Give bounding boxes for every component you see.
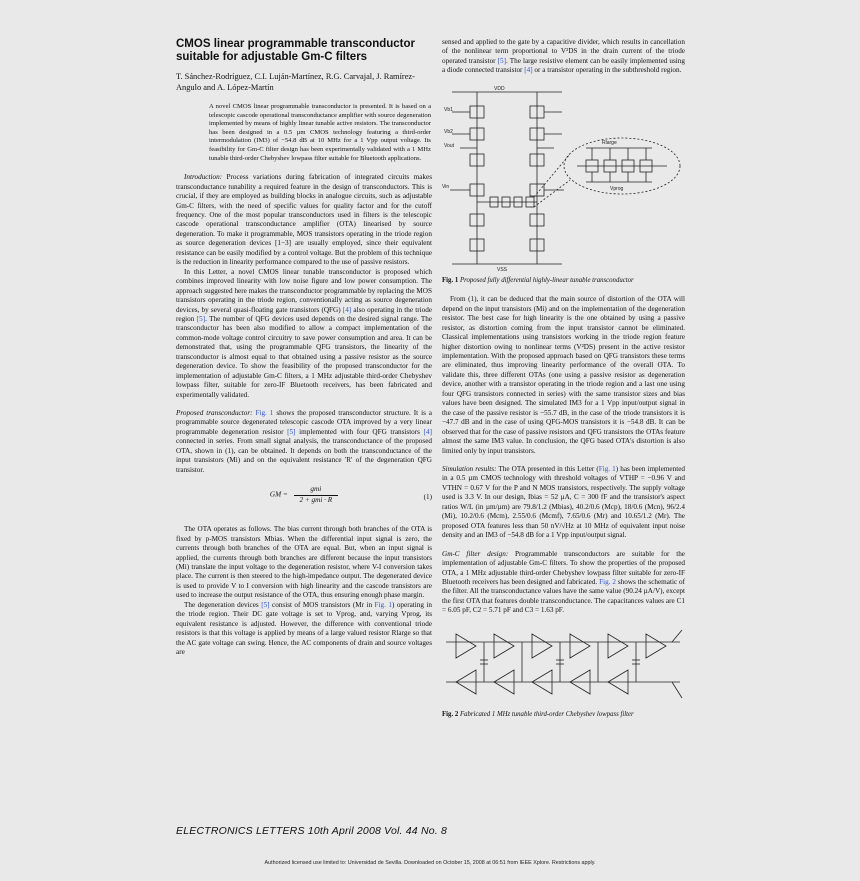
intro-paragraph-1 xyxy=(176,173,432,268)
paper-authors: T. Sánchez-Rodríguez, C.I. Luján-Martínez, R.G. Carvajal, J. Ramírez-Angulo and A. López-Martín xyxy=(176,72,415,92)
fig2-link[interactable]: Fig. 2 xyxy=(599,577,616,586)
gmc-paragraph xyxy=(442,550,685,616)
figure-2-schematic xyxy=(442,622,685,706)
simulation-paragraph xyxy=(442,465,685,541)
proposed-text-3c: ) operating in the triode region. Their DC gate voltage is set to Vprog, and, varying Vprog, its equivalent resistance is adjusted. However, the difference with conventional triode resistors is that this voltage is applied by means of a large valued resistor Rlarge so that the AC gate voltage can swing. Hence, the AC components of drain and source voltages are xyxy=(176,600,433,657)
right-column xyxy=(442,38,685,729)
figure-1-label: Fig. 1 xyxy=(442,276,459,284)
figure-2-caption xyxy=(442,710,685,719)
proposed-text-3a: The degeneration devices xyxy=(184,600,262,609)
license-notice: Authorized licensed use limited to: Universidad de Sevilla. Downloaded on October 15, 2008 at 06:51 from IEEE Xplore. Restrictions apply. xyxy=(264,860,596,866)
intro-paragraph-2 xyxy=(176,268,432,400)
simulation-text-b: ) has been implemented in a 0.5 µm CMOS technology with threshold voltages of VTHP = −0.96 V and VTHN = 0.67 V for the P and N MOS transistors, respectively. The supply voltage used is 3.3 V. In our design, Ibias = 52 µA, C = 300 fF and the transistor's aspect ratios W/L (in µm/µm) are 79.8/1.2 (Mbias), 40.2/0.6 (Mcp), 18/0.6 (Mcn), 96/2.4 (Mi), 10.2/0.6 (Mcm), 2.55/0.6 (Mcmf), 7.65/0.6 (Mr) and 10.65/1.2 (Mr). The proposed OTA features less than 50 nV/√Hz at 10 MHz of equivalent input noise density and an IM3 of −54.8 dB for a 1 Vpp input/output signal. xyxy=(442,464,685,540)
equation-denominator: 2 + gmi · R xyxy=(299,495,333,504)
equation-number: (1) xyxy=(423,493,432,502)
ref-4-link[interactable]: [4] xyxy=(524,66,533,75)
intro-text-2b: also operating in the triode region xyxy=(176,305,432,323)
fig1-rlarge-label: Rlarge xyxy=(602,139,617,146)
intro-heading: Introduction: xyxy=(184,173,223,182)
gmc-text-a: Programmable transconductors are suitable for the implementation of adjustable Gm-C filters. To show the properties of the proposed OTA, a 1 MHz adjustable third-order Chebyshev lowpass filter suitable for zero-IF Bluetooth receivers has been designed and fabricated. xyxy=(442,549,685,586)
ref-4-link[interactable]: [4] xyxy=(423,427,433,436)
simulation-text-a: The OTA presented in this Letter ( xyxy=(496,464,599,473)
proposed-text-1c: connected in series. From small signal analysis, the transconductance of the proposed OTA, shown in (1), can be obtained. It depends on both the transconductance of the input transistors (Mi) and on the equivalent resistance 'R' of the degeneration QFG transistor. xyxy=(176,437,432,474)
fig1-vb1-label: Vb1 xyxy=(444,106,453,113)
figure-1-caption xyxy=(442,276,685,285)
figure-1-svg xyxy=(442,84,685,272)
fig1-vss-label: VSS xyxy=(497,266,508,272)
proposed-text-3b: consist of MOS transistors (Mr in xyxy=(269,600,375,609)
right-text-0c: or a transistor operating in the subthreshold region. xyxy=(532,66,682,75)
figure-2-label: Fig. 2 xyxy=(442,710,459,718)
proposed-paragraph-1 xyxy=(176,409,432,475)
proposed-heading: Proposed transconductor: xyxy=(176,409,253,418)
right-paragraph-1: From (1), it can be deduced that the main source of distortion of the OTA will depend on the input transistors (Mi) and on the implementation of the degeneration resistor. The best case for high linearity is the one obtained by using a passive resistor, as distortion coming from the input transistor cannot be eliminated. Classical implementations using transistors working in the triode region feature higher distortion owing to nonlinear terms (V²DS) present in the active resistor implementation. With the proposed approach based on QFG transistors these terms are eliminated, thus improving linearity performance of the overall OTA. To validate this, three different OTAs (one using a passive resistor as degeneration device, another with a transistor operating in the triode region and a last one using four QFG transistors connected in series) with the same transistor sizes and bias values have been designed. The simulated IM3 for a 1 Vpp input/output signal in the case of the passive resistor is −55.7 dB, in the case of the triode transistors it is −47.7 dB and in the case of using QFG-MOS transistors it is −54.8 dB. It can be observed that for the case of passive resistors and QFG transistors the OTAs feature almost the same IM3 value. In conclusion, the QFG based OTA's distortion is also limited only by input transistors. xyxy=(442,295,685,455)
ref-5-link[interactable]: [5] xyxy=(287,427,296,436)
equation-1 xyxy=(176,485,432,513)
right-text-0a: sensed and applied to the gate by a capacitive divider, which results in cancellation of the nonlinear term proportional to V²DS in the drain current of the triode operated transistor xyxy=(442,38,685,65)
fig1-vout-label: Vout xyxy=(444,142,455,149)
right-paragraph-0 xyxy=(442,38,685,76)
paper-title: CMOS linear programmable transconductor suitable for adjustable Gm-C filters xyxy=(176,38,415,63)
figure-1-schematic xyxy=(442,84,685,272)
abstract: A novel CMOS linear programmable transconductor is presented. It is based on a telescopic cascode operational transconductance amplifier with source degeneration implemented by means of highly linear tunable active resistors. The transconductor has been designed in a 0.5 µm CMOS technology featuring a third-order intermodulation (IM3) of −54.8 dB at 10 MHz for a 1 Vpp output voltage. Its feasibility for Gm-C filter design has been experimentally validated with a 1 MHz tunable third-order Chebyshev lowpass filter suitable for Bluetooth applications. xyxy=(209,103,431,162)
fig1-vb2-label: Vb2 xyxy=(444,128,453,135)
proposed-paragraph-2: The OTA operates as follows. The bias current through both branches of the OTA is fixed by p-MOS transistors Mbias. When the differential input signal is zero, the currents through both branches of the OTA are equal. But, when an input signal is applied, the currents through both branches are different because the input transistors (Mi) translate the input voltage to the degeneration resistor, where V-I conversion takes place. The current is then steered to the high-impedance output. The degenerated device is used to provide V to I conversion with high linearity and the cascode transistors are used to increase the output resistance of the OTA, thus ensuring enough phase margin. xyxy=(176,525,432,600)
fig1-link[interactable]: Fig. 1 xyxy=(374,600,392,609)
ref-5-link[interactable]: [5] xyxy=(261,600,270,609)
gmc-text-b: shows the schematic of the filter. All the transconductance values have the same value (90.24 µA/V), except the first OTA that features double transconductance. The capacitances values are C1 = 6.05 pF, C2 = 5.71 pF and C3 = 1.63 pF. xyxy=(442,577,686,615)
figure-2-svg xyxy=(442,622,685,706)
proposed-text-1a: shows the proposed transconductor structure. It is a programmable source degenerated telescopic cascode OTA improved by a very linear programmable degeneration resistor xyxy=(176,409,432,436)
right-text-0b: . The large resistive element can be easily implemented using a diode connected transistor xyxy=(442,56,685,75)
left-column xyxy=(176,38,432,658)
ref-4-link[interactable]: [4] xyxy=(342,305,352,314)
ref-5-link[interactable]: [5] xyxy=(497,56,507,65)
fig1-vprog-label: Vprog xyxy=(610,185,624,192)
fig1-link[interactable]: Fig. 1 xyxy=(598,464,616,473)
figure-1-caption-text: Proposed fully differential highly-linear tunable transconductor xyxy=(459,276,634,284)
fig1-vdd-label: VDD xyxy=(494,85,505,92)
fig1-link[interactable]: Fig. 1 xyxy=(255,409,274,418)
ref-5-link[interactable]: [5] xyxy=(196,314,206,323)
intro-text-2a: In this Letter, a novel CMOS linear tunable transconductor is proposed which combines improved linearity with low noise figure and low power consumption. The approach suggested here makes the transconductor programmable by replacing the MOS transistors operating in the triode region, conventionally acting as source degeneration devices, by several quasi-floating gate transistors (QFG) xyxy=(176,267,432,314)
fig1-vin-label: Vin xyxy=(442,183,450,190)
equation-numerator: gmi xyxy=(294,485,339,495)
figure-2-caption-text: Fabricated 1 MHz tunable third-order Chebyshev lowpass filter xyxy=(459,710,634,718)
intro-text-1: Process variations during fabrication of integrated circuits makes transconductance tunability a required feature in the design of transconductors. This is crucial, if they are employed as building blocks in analogue circuits, such as adjustable Gm-C filters, with the need of specific values for quality factor and for the cutoff frequency. One of the most popular transconductors used in filters is the telescopic cascode operational transconductance amplifier (OTA) linearised by source degeneration. To make it programmable, MOS transistors operating in the triode region as source degeneration devices [1−3] are usually employed, since their equivalent resistance can be easily modified by a control voltage. But the problem of this technique is the reduction in linearity performance compared to the use of passive resistors. xyxy=(176,173,432,267)
gmc-heading: Gm-C filter design: xyxy=(442,549,509,558)
intro-text-2c: . The number of QFG devices used depends on the desired signal range. The transconductor has been also modified to allow a compact implementation of the common-mode voltage control circuitry to save power consumption and area. It can be demonstrated that, using the programmable QFG transistors, the linearity of the transconductor is almost equal to that obtained using a passive resistor as the source degeneration device. To show the feasibility of the proposed transconductor for the implementation of adjustable Gm-C filters, a 1 MHz adjustable third-order Chebyshev lowpass filter, suitable for zero-IF Bluetooth receivers, has been fabricated and experimentally validated. xyxy=(176,314,432,399)
equation-lhs: GM = xyxy=(269,490,288,499)
equation-fraction xyxy=(294,485,339,505)
simulation-heading: Simulation results: xyxy=(442,464,497,473)
proposed-text-1b: implemented with four QFG transistors xyxy=(295,427,424,436)
journal-footer: ELECTRONICS LETTERS 10th April 2008 Vol. 44 No. 8 xyxy=(176,825,448,837)
proposed-paragraph-3 xyxy=(176,601,432,658)
